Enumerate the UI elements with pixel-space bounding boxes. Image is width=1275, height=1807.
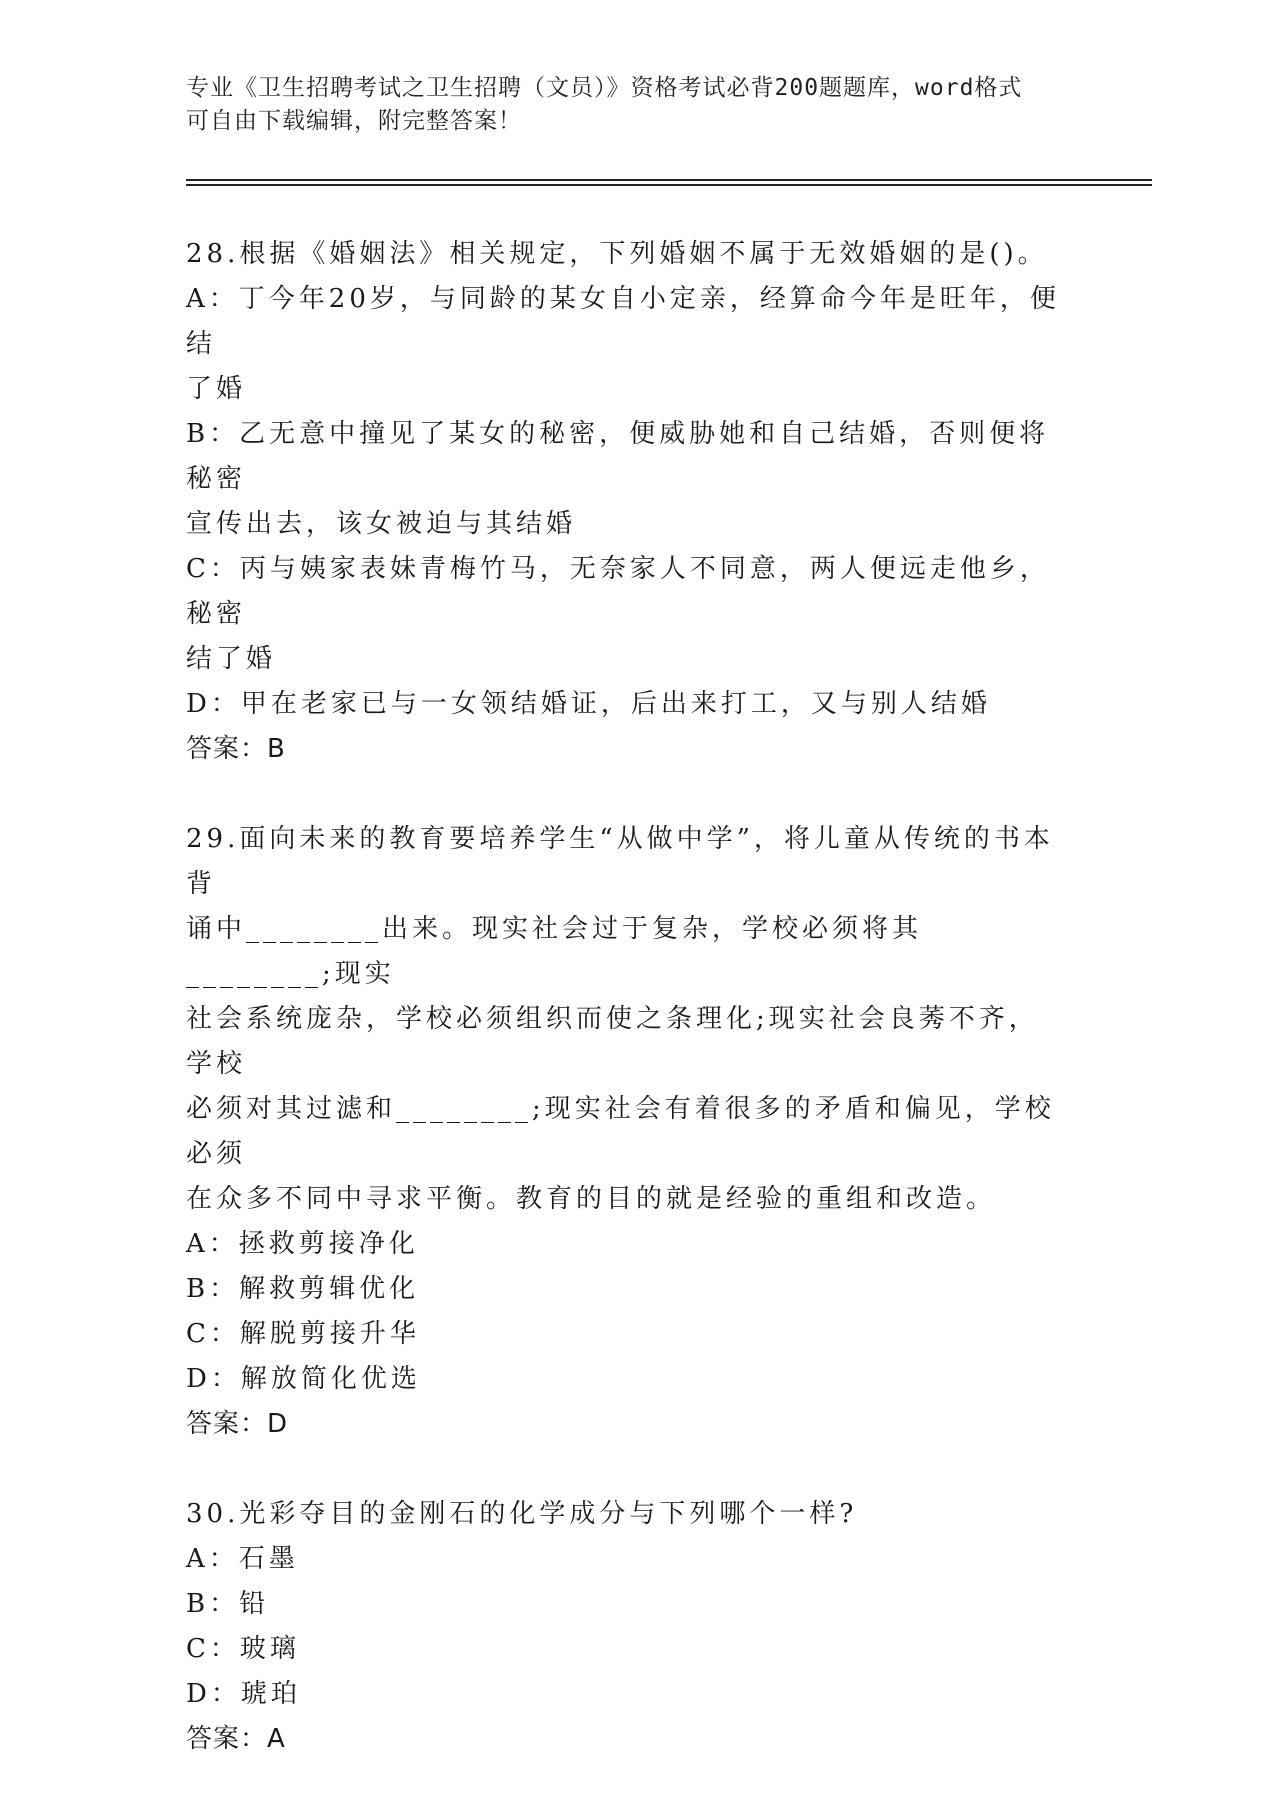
option-c: C：玻璃: [186, 1634, 300, 1664]
option-b-line-2: 宣传出去，该女被迫与其结婚: [186, 509, 577, 539]
question-28: [186, 232, 1066, 772]
header-divider-bottom: [186, 184, 1152, 186]
question-list: [186, 232, 1066, 1807]
question-30: [186, 1492, 1066, 1762]
question-stem-line-1: 29.面向未来的教育要培养学生“从做中学”，将儿童从传统的书本背: [186, 824, 1054, 899]
option-c-line-2: 结了婚: [186, 644, 277, 674]
option-a: A：拯救剪接净化: [186, 1229, 419, 1259]
option-d: D：解放简化优选: [186, 1364, 421, 1394]
option-a: A：石墨: [186, 1544, 299, 1574]
option-a: [186, 277, 1066, 412]
option-d: [186, 682, 1066, 727]
option-b: B：解救剪辑优化: [186, 1274, 420, 1304]
question-stem: 30.光彩夺目的金刚石的化学成分与下列哪个一样?: [186, 1499, 858, 1529]
option-d-line-1: D：甲在老家已与一女领结婚证，后出来打工，又与别人结婚: [186, 689, 991, 719]
option-c: C：解脱剪接升华: [186, 1319, 420, 1349]
answer-line: 答案：D: [186, 1409, 289, 1439]
option-a-line-2: 了婚: [186, 374, 247, 404]
question-stem-line-3: 社会系统庞杂，学校必须组织而使之条理化;现实社会良莠不齐，学校: [186, 1004, 1039, 1079]
option-b: [186, 412, 1066, 547]
option-c: [186, 547, 1066, 682]
option-b-line-1: B：乙无意中撞见了某女的秘密，便威胁她和自己结婚，否则便将秘密: [186, 419, 1050, 494]
answer-line: 答案：A: [186, 1724, 286, 1754]
question-stem-line-4: 必须对其过滤和________;现实社会有着很多的矛盾和偏见，学校必须: [186, 1094, 1055, 1169]
header-line-1: 专业《卫生招聘考试之卫生招聘（文员）》资格考试必背200题题库，word格式: [186, 75, 1023, 101]
question-stem-line-5: 在众多不同中寻求平衡。教育的目的就是经验的重组和改造。: [186, 1184, 997, 1214]
question-29: [186, 817, 1066, 1447]
option-c-line-1: C：丙与姨家表妹青梅竹马，无奈家人不同意，两人便远走他乡，秘密: [186, 554, 1050, 629]
option-d: D：琥珀: [186, 1679, 301, 1709]
option-a-line-1: A：丁今年20岁，与同龄的某女自小定亲，经算命今年是旺年，便结: [186, 284, 1060, 359]
document-header: [186, 72, 1066, 138]
answer-line: 答案：B: [186, 734, 286, 764]
header-divider-top: [186, 179, 1152, 181]
question-stem: 28.根据《婚姻法》相关规定，下列婚姻不属于无效婚姻的是()。: [186, 239, 1048, 269]
header-line-2: 可自由下载编辑，附完整答案！: [186, 108, 522, 134]
question-stem-line-2: 诵中________出来。现实社会过于复杂，学校必须将其________;现实: [186, 914, 923, 989]
option-b: B：铅: [186, 1589, 270, 1619]
